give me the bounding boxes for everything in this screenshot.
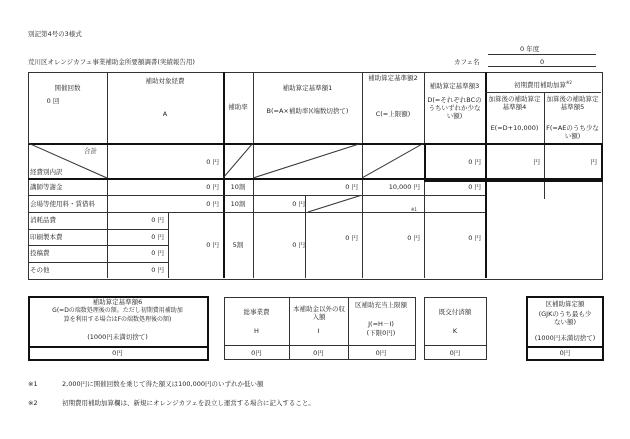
diagonal-cell [253,143,363,179]
l-value: 0円 [559,349,571,357]
header-kijun2-sub: C(=上限額) [375,110,411,118]
j-sub2: (下限0円) [366,329,396,337]
group-c: 0 円 [407,234,420,242]
diagonal-cell [362,143,425,179]
fiscal-year: 0 年度 [520,45,540,53]
diagonal-cell [223,143,254,179]
total-label: 合計 [84,147,97,155]
g-value: 0円 [112,349,123,357]
cafe-name-value: 0 [540,58,545,66]
row2-rate: 10割 [230,200,246,208]
note1-text: 2,000円に開催回数を乗じて得た額又は100,000円のいずれか低い額 [62,380,264,388]
l-sub2: (1000円未満切捨て) [534,334,596,342]
header-shoki-note: ※2 [566,80,572,85]
row-label-consumables: 消耗品費 [30,216,56,224]
g-line2: 算を利用する場合はFの端数処理後の額) [63,316,172,323]
header-kijun3-sub: D(=それぞれBCのうちいずれか少ない額) [427,96,482,121]
breakdown-label: 経費別内訳 [30,168,63,176]
group-d: 0 円 [468,234,481,242]
header-shoki-f: 加算後の補助算定基準額5 [546,95,599,112]
row6-a: 0 円 [151,266,164,274]
header-hojo-taisho-sub: A [162,110,168,118]
header-shoki-e: 加算後の補助算定基準額4 [488,95,541,112]
row1-c: 10,000 円 [388,183,420,191]
row2-a: 0 円 [206,200,219,208]
total-a: 0 円 [206,158,219,166]
l-sub: (GJKのうち最も少ない額) [538,310,592,327]
note2-text: 初期費用補助加算欄は、新規にオレンジカフェを設立し運営する場合に記入すること。 [62,399,315,407]
group-rate: 5割 [232,241,244,249]
row1-rate: 10割 [230,183,246,191]
k-title: 既交付済額 [438,308,472,316]
kaisai-value: 0 回 [46,97,60,105]
row-label-other: その他 [30,266,50,274]
header-kijun3: 補助算定基準額3 [429,82,480,90]
group-b: 0 円 [292,241,305,249]
total-e: 円 [533,158,540,166]
header-shoki-e-sub: E(=D+10,000) [490,124,539,132]
j-title: 区補助充当上限額 [355,301,407,309]
l-title: 区補助算定額 [545,300,585,308]
i-value: 0円 [313,349,324,357]
h-value: 0円 [251,349,262,357]
row5-a: 0 円 [151,249,164,257]
document-title: 荒川区オレンジカフェ事業補助金所要額調書(実績報告用) [28,58,195,66]
header-shoki-label: 初期費用補助加算 [514,81,567,90]
row-label-printing: 印刷製本費 [30,233,63,241]
header-shoki [485,80,601,89]
header-hojo-taisho: 補助対象経費 [145,77,185,85]
row-label-lecturer: 講師等謝金 [30,183,63,191]
i-title: 本補助金以外の収入額 [293,305,345,322]
row-label-venue: 会場等使用料・賃借料 [30,200,95,208]
group-c-note: ※1 [411,207,417,212]
cafe-name-label: カフェ名 [454,58,480,66]
total-f: 円 [590,158,597,166]
header-kijun2: 補助算定基準額2 [368,74,418,82]
note1-mark: ※1 [28,380,38,388]
row1-d: 0 円 [468,183,481,191]
form-number: 別記第4号の3様式 [28,30,82,38]
row3-a: 0 円 [151,216,164,224]
g-line3: (1000円未満切捨て) [87,333,148,341]
h-sub: H [254,327,259,335]
h-title: 総事業費 [243,308,270,316]
g-line1: G(=Dの端数処理後の額。ただし初期費用補助加 [52,307,183,314]
k-value: 0円 [449,349,461,357]
group-a: 0 円 [206,241,219,249]
header-hojoritsu: 補助率 [228,103,248,111]
row2-b: 0 円 [292,200,305,208]
row1-b: 0 円 [345,183,358,191]
group-c-b: 0 円 [345,234,358,242]
header-kijun1-sub: B(=A×補助率)(端数切捨て) [266,107,349,115]
k-sub: K [452,327,458,335]
total-d: 0 円 [468,158,481,166]
g-title: 補助算定基準額6 [92,298,143,306]
header-kijun1: 補助算定基準額1 [282,84,333,92]
row-label-posting: 投稿費 [30,249,50,257]
j-value: 0円 [375,349,387,357]
i-sub: I [317,327,320,335]
row4-a: 0 円 [151,233,164,241]
header-kaisai: 開催回数 [54,84,81,92]
note2-mark: ※2 [28,399,38,407]
row1-a: 0 円 [206,183,219,191]
header-shoki-f-sub: F(=AEのうち少ない額) [546,124,599,141]
j-sub: J(=H－I) [368,320,394,328]
